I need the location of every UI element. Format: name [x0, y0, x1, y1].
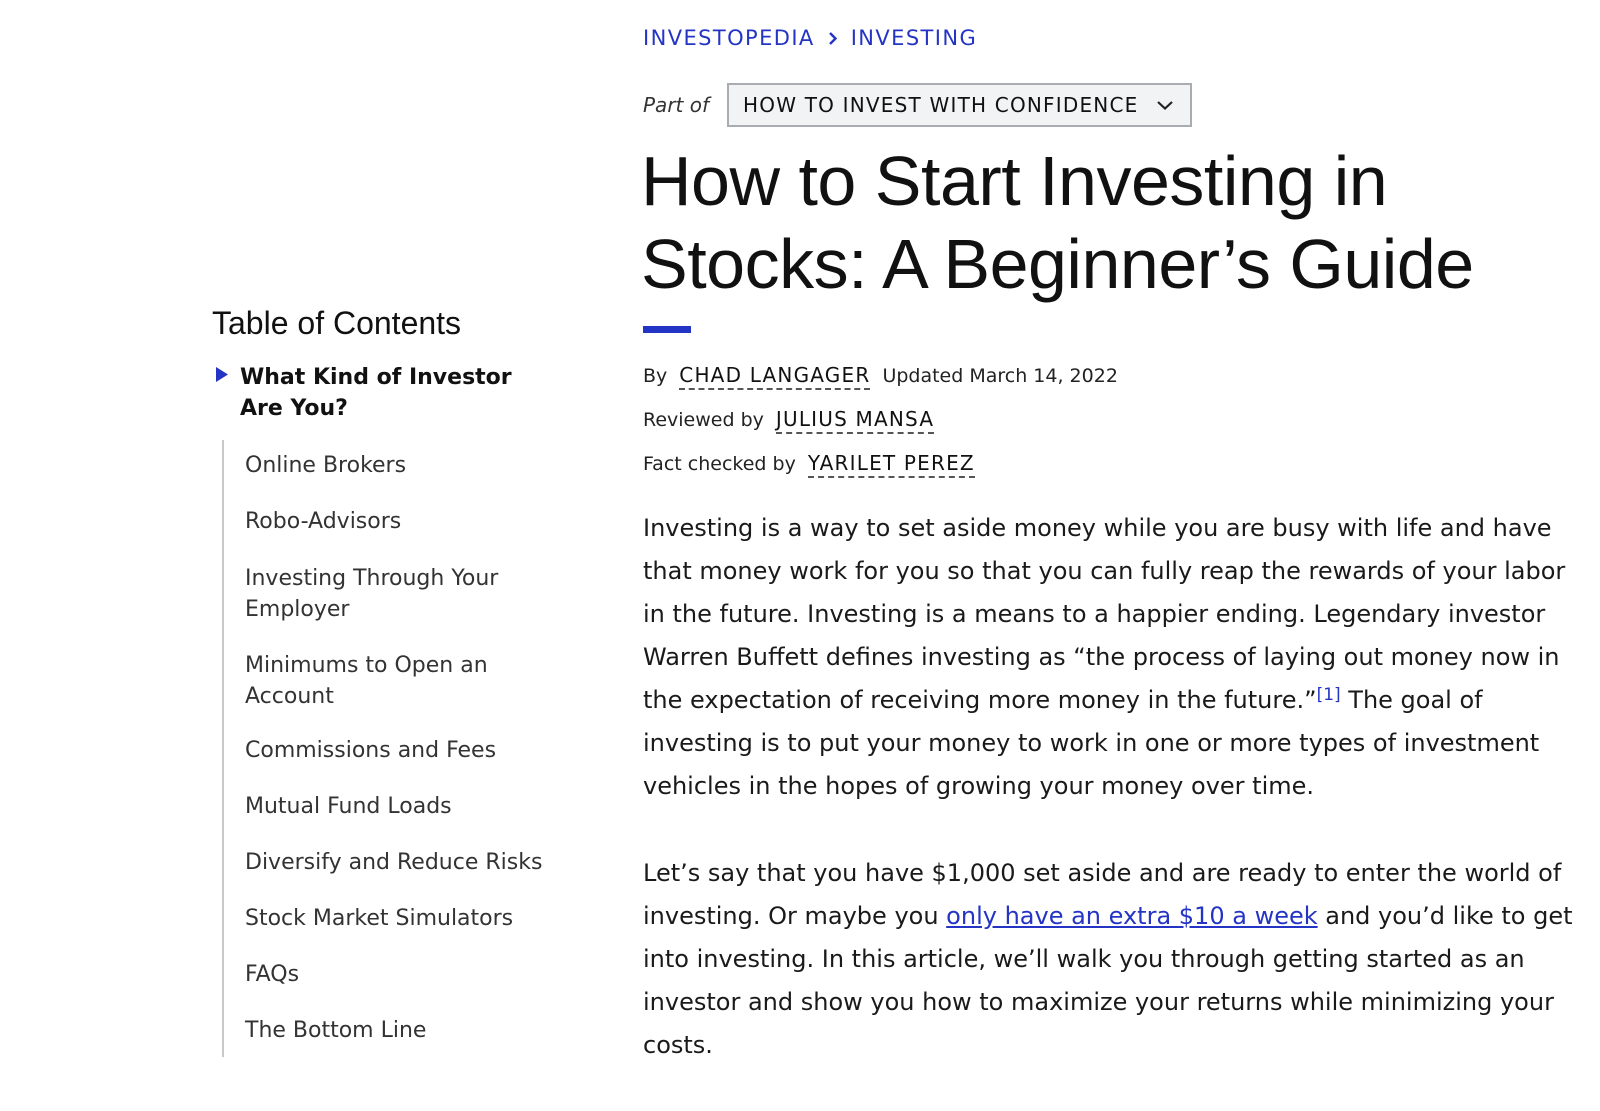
- by-label: By: [643, 365, 668, 387]
- toc-item-simulators[interactable]: Stock Market Simulators: [245, 906, 514, 931]
- series-title: HOW TO INVEST WITH CONFIDENCE: [743, 93, 1139, 117]
- toc-title: Table of Contents: [212, 305, 462, 341]
- chevron-right-icon: [828, 31, 838, 46]
- reviewed-label: Reviewed by: [643, 409, 764, 431]
- toc-item-employer[interactable]: Investing Through Your Employer: [245, 566, 499, 622]
- paragraph-1: [643, 507, 1583, 808]
- fact-checker-link[interactable]: YARILET PEREZ: [808, 451, 975, 478]
- chevron-down-icon: [1156, 99, 1174, 111]
- article-body: [643, 507, 1583, 1111]
- paragraph-1-text-cont: The goal of investing is to put your money to work in one or more types of investment vehicles in the hopes of growing your money over time.: [643, 686, 1540, 800]
- title-accent-bar: [643, 326, 691, 333]
- toc-item-minimums[interactable]: Minimums to Open an Account: [245, 653, 488, 709]
- paragraph-2-text-cont: and you’d like to get into investing. In this article, we’ll walk you through getting started as an investor and show you how to maximize your returns while minimizing your costs.: [643, 902, 1573, 1059]
- title-line-1: How to Start Investing in: [641, 142, 1388, 220]
- paragraph-1-text: Investing is a way to set aside money while you are busy with life and have that money work for you so that you can fully reap the rewards of your labor in the future. Investing is a means to a happier ending. Legendary investor Warren Buffett defines investing as “the process of laying out money now in the expectation of receiving more money in the future.”: [643, 514, 1566, 714]
- author-link[interactable]: CHAD LANGAGER: [679, 363, 870, 390]
- toc-item-mutual-fund-loads[interactable]: Mutual Fund Loads: [245, 794, 452, 819]
- paragraph-2-text: Let’s say that you have $1,000 set aside and are ready to enter the world of investing. Or maybe you: [643, 859, 1562, 930]
- caret-right-icon: [216, 367, 228, 382]
- paragraph-2: [643, 852, 1583, 1067]
- breadcrumb-item-investing[interactable]: INVESTING: [850, 26, 978, 50]
- citation-link[interactable]: [1]: [1316, 685, 1341, 705]
- updated-date: Updated March 14, 2022: [882, 365, 1118, 387]
- toc-item-active[interactable]: [216, 362, 556, 424]
- series-prefix: Part of: [643, 93, 710, 117]
- title-line-2: Stocks: A Beginner’s Guide: [641, 225, 1474, 303]
- factcheck-byline: [643, 451, 975, 478]
- reviewer-byline: [643, 407, 934, 434]
- toc-item-commissions[interactable]: Commissions and Fees: [245, 738, 497, 763]
- breadcrumb: [643, 26, 977, 50]
- toc-item-active-label: What Kind of Investor Are You?: [240, 365, 512, 421]
- reviewer-link[interactable]: JULIUS MANSA: [776, 407, 934, 434]
- toc-item-diversify[interactable]: Diversify and Reduce Risks: [245, 850, 543, 875]
- toc-item-robo-advisors[interactable]: Robo-Advisors: [245, 509, 402, 534]
- author-byline: [643, 363, 1118, 390]
- series-dropdown[interactable]: [727, 83, 1192, 127]
- breadcrumb-item-investopedia[interactable]: INVESTOPEDIA: [643, 26, 815, 50]
- article-title: [641, 140, 1581, 306]
- toc-rail: [222, 440, 224, 1057]
- toc-item-faqs[interactable]: FAQs: [245, 962, 300, 987]
- toc-item-bottom-line[interactable]: The Bottom Line: [245, 1018, 427, 1043]
- factcheck-label: Fact checked by: [643, 453, 796, 475]
- toc-item-online-brokers[interactable]: Online Brokers: [245, 453, 407, 478]
- series-row: [643, 83, 1192, 127]
- inline-link-extra-10[interactable]: only have an extra $10 a week: [946, 902, 1318, 930]
